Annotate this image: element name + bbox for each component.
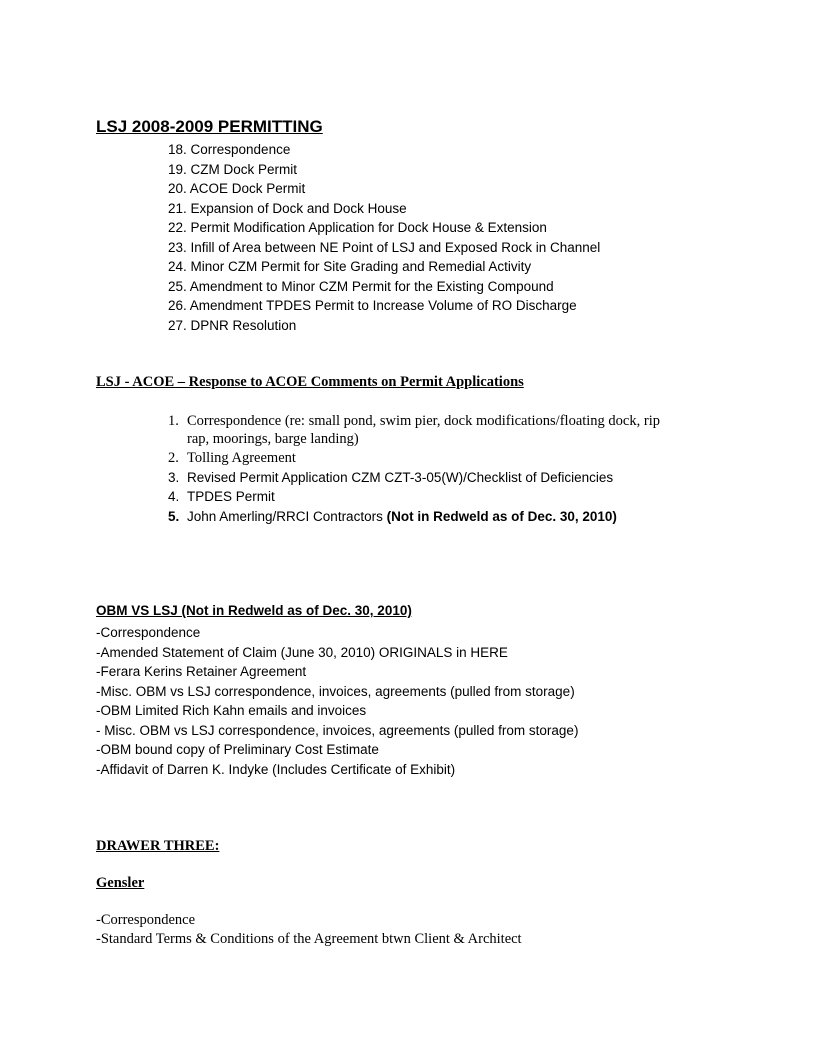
acoe-list-item-3 [168, 468, 613, 487]
list-number: 5. [168, 509, 180, 524]
list-item-text: Tolling Agreement [187, 450, 296, 466]
obm-list [96, 623, 578, 779]
list-item: -Ferara Kerins Retainer Agreement [96, 664, 307, 679]
list-number: 3. [168, 470, 180, 485]
permitting-list [168, 140, 600, 335]
list-item: -Correspondence [96, 625, 201, 640]
list-item: 25. Amendment to Minor CZM Permit for the Existing Compound [168, 278, 554, 294]
list-item: 18. Correspondence [168, 142, 291, 157]
acoe-list-item-1 [168, 412, 660, 448]
list-item: 26. Amendment TPDES Permit to Increase Volume of RO Discharge [168, 298, 577, 313]
list-item: 21. Expansion of Dock and Dock House [168, 200, 407, 216]
list-item-text: John Amerling/RRCI Contractors [187, 509, 387, 524]
list-item-continuation: rap, moorings, barge landing) [187, 431, 359, 447]
section-heading-acoe-response: LSJ - ACOE – Response to ACOE Comments on Permit Applications [96, 374, 524, 390]
list-item: 19. CZM Dock Permit [168, 161, 298, 177]
list-item: 20. ACOE Dock Permit [168, 181, 306, 196]
list-number: 2. [168, 450, 179, 466]
list-number: 1. [168, 413, 179, 429]
list-item: -Affidavit of Darren K. Indyke (Includes Certificate of Exhibit) [96, 761, 456, 777]
list-item: -Standard Terms & Conditions of the Agreement btwn Client & Architect [96, 930, 522, 947]
list-item-note: (Not in Redweld as of Dec. 30, 2010) [386, 509, 617, 524]
list-item: -Amended Statement of Claim (June 30, 2010) ORIGINALS in HERE [96, 644, 508, 660]
list-item: - Misc. OBM vs LSJ correspondence, invoices, agreements (pulled from storage) [96, 722, 579, 738]
list-item: -Misc. OBM vs LSJ correspondence, invoices, agreements (pulled from storage) [96, 683, 575, 699]
list-number: 4. [168, 489, 180, 504]
list-item: 22. Permit Modification Application for Dock House & Extension [168, 220, 547, 235]
list-item-text: Correspondence (re: small pond, swim pier, dock modifications/floating dock, rip [187, 413, 660, 429]
list-item: 23. Infill of Area between NE Point of LSJ and Exposed Rock in Channel [168, 239, 601, 255]
subheading-gensler: Gensler [96, 875, 145, 891]
section-heading-drawer-three: DRAWER THREE: [96, 838, 220, 854]
list-item: 24. Minor CZM Permit for Site Grading and Remedial Activity [168, 259, 532, 274]
acoe-list-item-4 [168, 487, 275, 506]
section-heading-lsj-permitting: LSJ 2008-2009 PERMITTING [96, 117, 323, 136]
list-item: -OBM bound copy of Preliminary Cost Estimate [96, 742, 379, 757]
list-item: -Correspondence [96, 912, 196, 928]
acoe-list-item-2 [168, 449, 296, 468]
list-item-text: Revised Permit Application CZM CZT-3-05(W)/Checklist of Deficiencies [187, 470, 614, 485]
list-item: 27. DPNR Resolution [168, 317, 297, 333]
acoe-list-item-5 [168, 507, 617, 526]
list-item-text: TPDES Permit [187, 489, 275, 504]
gensler-list [96, 911, 522, 948]
section-heading-obm-vs-lsj: OBM VS LSJ (Not in Redweld as of Dec. 30, 2010) [96, 603, 412, 618]
list-item: -OBM Limited Rich Kahn emails and invoices [96, 703, 367, 718]
